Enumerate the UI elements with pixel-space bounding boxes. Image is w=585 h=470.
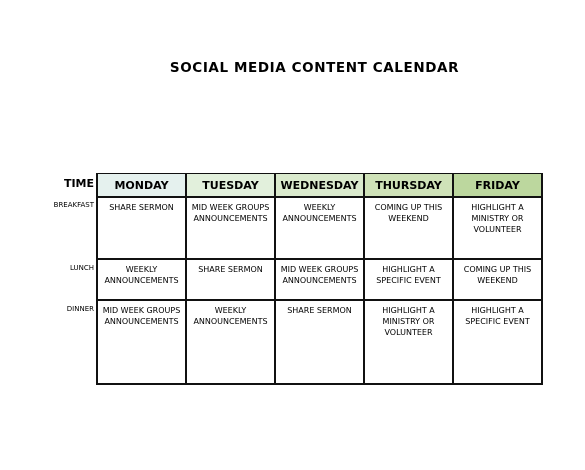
calendar-cell: WEEKLY ANNOUNCEMENTS bbox=[282, 203, 357, 223]
day-header-monday: MONDAY bbox=[97, 173, 186, 197]
grid-line-vertical bbox=[96, 173, 98, 385]
calendar-cell: HIGHLIGHT A SPECIFIC EVENT bbox=[465, 306, 530, 326]
grid-line-vertical bbox=[185, 173, 187, 385]
day-header-wednesday: WEDNESDAY bbox=[275, 173, 364, 197]
day-header-thursday: THURSDAY bbox=[364, 173, 453, 197]
calendar-cell: HIGHLIGHT A MINISTRY OR VOLUNTEER bbox=[382, 306, 435, 337]
calendar-cell: WEEKLY ANNOUNCEMENTS bbox=[104, 265, 179, 285]
calendar-cell: SHARE SERMON bbox=[287, 306, 352, 315]
row-label-breakfast: BREAKFAST bbox=[53, 201, 94, 209]
calendar-cell: HIGHLIGHT A SPECIFIC EVENT bbox=[376, 265, 441, 285]
calendar-cell: SHARE SERMON bbox=[109, 203, 174, 212]
calendar-cell: MID WEEK GROUPS ANNOUNCEMENTS bbox=[191, 203, 270, 223]
day-header-friday: FRIDAY bbox=[453, 173, 542, 197]
day-header-tuesday: TUESDAY bbox=[186, 173, 275, 197]
calendar-cell: HIGHLIGHT A MINISTRY OR VOLUNTEER bbox=[471, 203, 524, 234]
grid-line-vertical bbox=[274, 173, 276, 385]
calendar-cell: MID WEEK GROUPS ANNOUNCEMENTS bbox=[102, 306, 181, 326]
row-label-dinner: DINNER bbox=[66, 305, 94, 313]
calendar-cell: COMING UP THIS WEEKEND bbox=[463, 265, 532, 285]
calendar-cell: SHARE SERMON bbox=[198, 265, 263, 274]
calendar-cell: COMING UP THIS WEEKEND bbox=[374, 203, 443, 223]
grid-line-horizontal bbox=[97, 258, 542, 260]
grid-line-vertical bbox=[452, 173, 454, 385]
calendar-title: SOCIAL MEDIA CONTENT CALENDAR bbox=[169, 60, 460, 76]
grid-line-vertical bbox=[541, 173, 543, 385]
time-column-header: TIME bbox=[63, 177, 94, 190]
calendar-cell: MID WEEK GROUPS ANNOUNCEMENTS bbox=[280, 265, 359, 285]
grid-line-vertical bbox=[363, 173, 365, 385]
row-label-lunch: LUNCH bbox=[69, 264, 94, 272]
grid-line-horizontal bbox=[97, 196, 542, 198]
grid-line-horizontal bbox=[97, 299, 542, 301]
calendar-cell: WEEKLY ANNOUNCEMENTS bbox=[193, 306, 268, 326]
grid-line-horizontal bbox=[97, 383, 542, 385]
